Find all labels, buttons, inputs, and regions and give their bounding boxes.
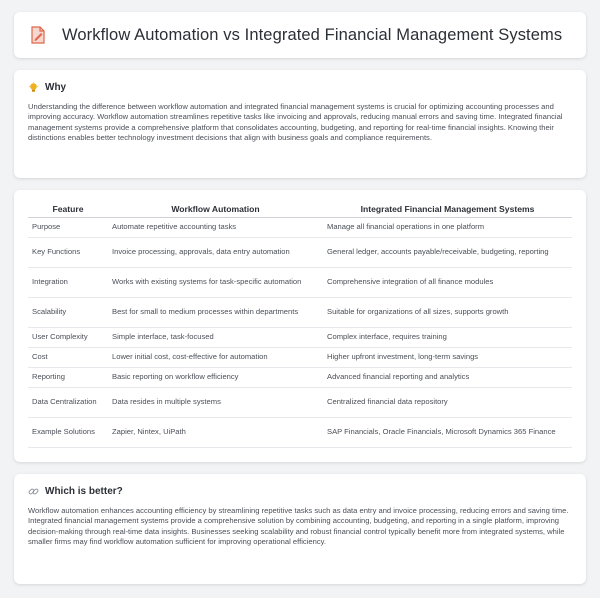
header-feature: Feature [28,201,108,217]
row-ifms-value: General ledger, accounts payable/receivable, budgeting, reporting [323,237,572,267]
row-workflow-value: Zapier, Nintex, UiPath [108,417,323,447]
row-workflow-value: Basic reporting on workflow efficiency [108,367,323,387]
row-ifms-value: Higher upfront investment, long-term savings [323,347,572,367]
row-feature: Scalability [28,297,108,327]
page-title: Workflow Automation vs Integrated Financial Management Systems [62,25,563,44]
better-heading-row [28,486,572,497]
row-feature: Purpose [28,217,108,237]
table-row [28,327,572,347]
why-heading: Why [45,82,67,93]
document-pencil-icon [28,25,48,45]
row-workflow-value: Invoice processing, approvals, data entry automation [108,237,323,267]
comparison-table-card [14,190,586,462]
table-row [28,237,572,267]
row-feature: Integration [28,267,108,297]
link-icon [28,486,39,497]
better-text: Workflow automation enhances accounting efficiency by streamlining repetitive tasks such as data entry and invoice processing, reducing errors and saving time. Integrated financial management systems provide a comprehensive solution by combining accounting, budgeting, and reporting in a single platform, improving decision-making through real-time data insights. Businesses seeking scalability and robust financial control typically benefit more from integrated systems, while smaller firms may find workflow automation sufficient for improving operational efficiency. [28,506,569,546]
row-ifms-value: Suitable for organizations of all sizes, supports growth [323,297,572,327]
row-workflow-value: Simple interface, task-focused [108,327,323,347]
row-feature: Reporting [28,367,108,387]
table-row [28,367,572,387]
table-row [28,417,572,447]
row-ifms-value: Centralized financial data repository [323,387,572,417]
row-ifms-value: Advanced financial reporting and analytics [323,367,572,387]
header-workflow-automation: Workflow Automation [108,201,323,217]
row-workflow-value: Best for small to medium processes within departments [108,297,323,327]
header-ifms: Integrated Financial Management Systems [323,201,572,217]
why-heading-row [28,82,572,93]
row-workflow-value: Lower initial cost, cost-effective for automation [108,347,323,367]
why-text: Understanding the difference between workflow automation and integrated financial management systems is crucial for optimizing accounting processes and improving accuracy. Workflow automation streamlines repetitive tasks like invoicing and approvals, reducing manual errors and saving time. Integrated financial management systems provide a comprehensive platform that consolidates accounting, budgeting, and reporting for real-time financial insights. Knowing their distinctions enables better technology investment decisions that align with business goals and compliance requirements. [28,102,563,142]
row-feature: User Complexity [28,327,108,347]
row-ifms-value: Complex interface, requires training [323,327,572,347]
table-header-row [28,201,572,217]
row-workflow-value: Works with existing systems for task-specific automation [108,267,323,297]
table-row [28,387,572,417]
row-workflow-value: Data resides in multiple systems [108,387,323,417]
row-workflow-value: Automate repetitive accounting tasks [108,217,323,237]
table-row [28,347,572,367]
row-feature: Cost [28,347,108,367]
row-feature: Key Functions [28,237,108,267]
table-row [28,267,572,297]
row-ifms-value: Comprehensive integration of all finance modules [323,267,572,297]
table-row [28,217,572,237]
row-feature: Example Solutions [28,417,108,447]
lightbulb-icon [28,82,39,93]
table-row [28,297,572,327]
row-feature: Data Centralization [28,387,108,417]
row-ifms-value: Manage all financial operations in one platform [323,217,572,237]
better-heading: Which is better? [45,486,123,497]
comparison-table [28,201,572,448]
which-is-better-section [14,474,586,584]
title-card [14,12,586,58]
row-ifms-value: SAP Financials, Oracle Financials, Microsoft Dynamics 365 Finance [323,417,572,447]
why-section [14,70,586,178]
